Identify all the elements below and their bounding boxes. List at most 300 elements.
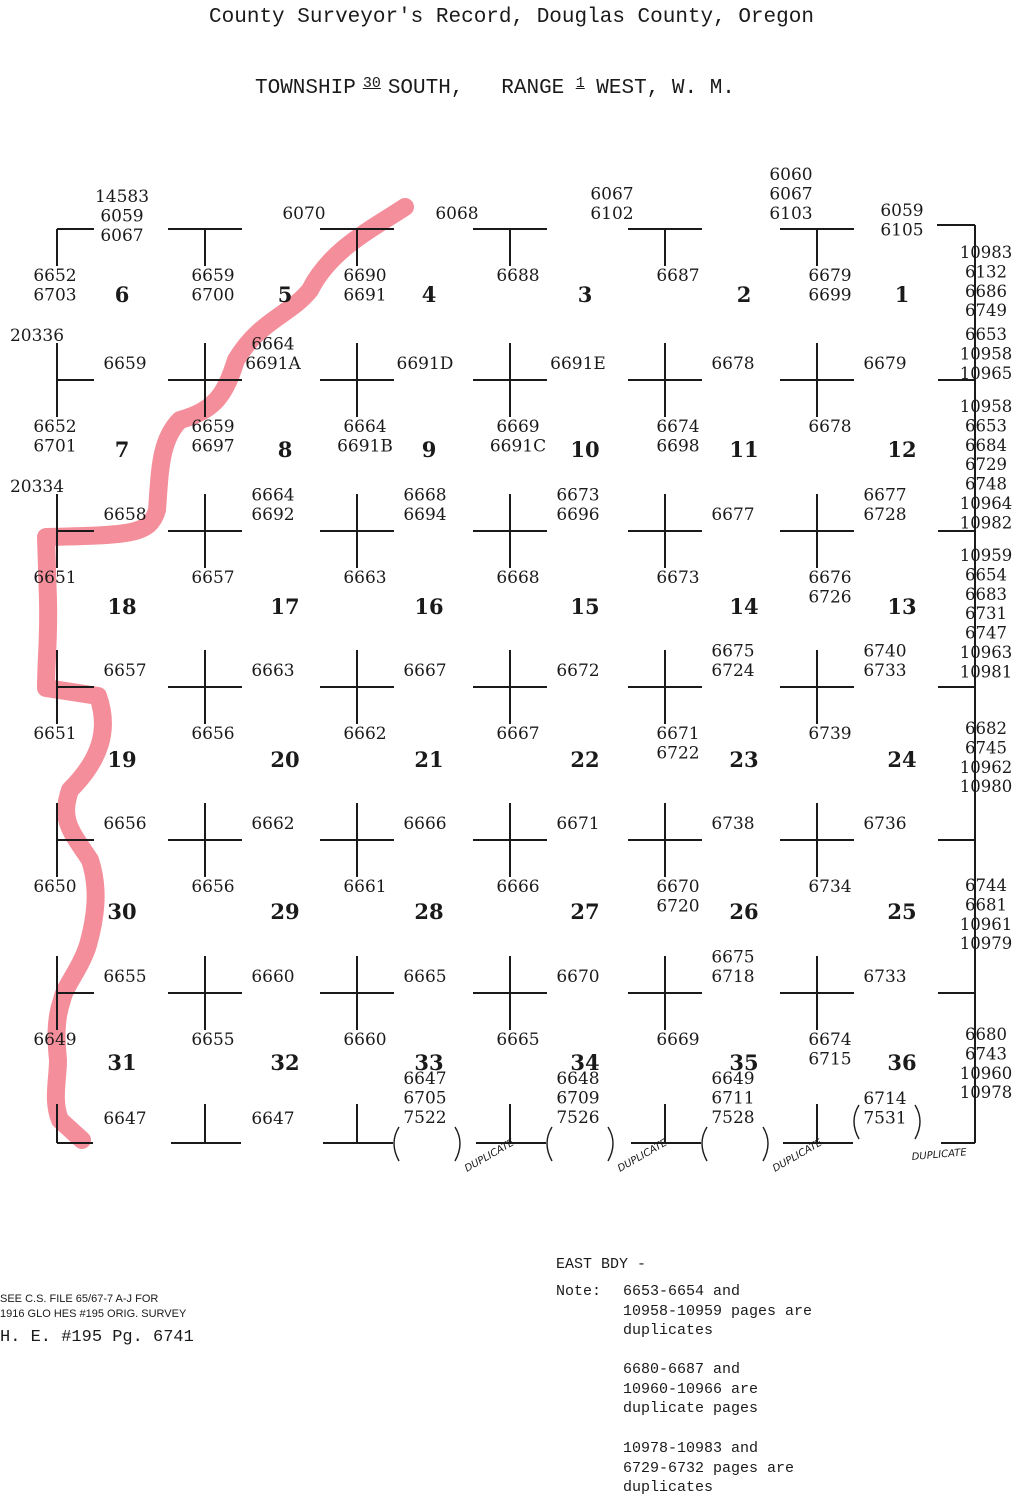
section-number-14: 14 <box>729 594 759 619</box>
label-line: 6647 <box>103 1109 147 1129</box>
corner-label <box>343 877 386 897</box>
label-line: 6675 <box>711 641 755 662</box>
see-file-line-2: 1916 GLO HES #195 ORIG. SURVEY <box>0 1308 187 1320</box>
east-label-line: 10958 <box>959 344 1013 364</box>
corner-mark <box>473 343 547 417</box>
label-line: 6669 <box>496 417 540 437</box>
section-number-4: 4 <box>421 282 437 307</box>
label-line: 6067 <box>769 184 813 205</box>
east-label-line: 6729 <box>965 455 1007 475</box>
corner-mark <box>628 650 702 724</box>
label-line: 6067 <box>590 184 634 205</box>
corner-label <box>33 266 76 306</box>
corner-label <box>496 724 539 744</box>
section-number-24: 24 <box>887 747 917 772</box>
corner-mark <box>57 229 94 266</box>
section-number-21: 21 <box>414 747 444 772</box>
label-line: 6659 <box>103 354 147 374</box>
note-paragraph-1: 6653-6654 and 10958-10959 pages are duplicates <box>623 1283 813 1340</box>
corner-label <box>711 1069 754 1128</box>
corner-label <box>251 967 294 987</box>
corner-label <box>103 967 146 987</box>
corner-label <box>556 661 599 681</box>
corner-label <box>343 266 386 306</box>
record-title: County Surveyor's Record, Douglas County, Oregon <box>209 6 814 29</box>
highlight-route-layer <box>46 207 405 1140</box>
label-line: 6659 <box>191 417 235 437</box>
corner-label <box>191 266 234 306</box>
township-direction: SOUTH, <box>387 77 464 100</box>
east-label-line: 6748 <box>965 474 1007 494</box>
label-line: 6663 <box>343 568 387 588</box>
section-number-16: 16 <box>414 594 444 619</box>
duplicate-bracket <box>394 1127 460 1161</box>
corner-label <box>656 266 699 286</box>
east-label-line: 10962 <box>959 757 1013 777</box>
corner-mark <box>323 1104 393 1143</box>
corner-label <box>435 204 478 224</box>
label-line: 6657 <box>103 661 147 681</box>
label-line: 6736 <box>863 814 907 834</box>
corner-mark <box>320 803 394 877</box>
label-line: 6674 <box>656 417 700 437</box>
label-line: 6709 <box>556 1088 600 1109</box>
corner-mark <box>941 1104 975 1143</box>
label-line: 6673 <box>556 485 600 506</box>
label-line: 6699 <box>808 285 852 306</box>
label-line: 6669 <box>656 1030 700 1050</box>
corner-label <box>103 661 146 681</box>
section-number-35: 35 <box>729 1050 759 1075</box>
label-line: 6068 <box>435 204 479 224</box>
label-line: 6652 <box>33 266 77 286</box>
corner-label <box>343 568 386 588</box>
east-label-line: 10964 <box>959 494 1013 513</box>
corner-label <box>556 967 599 987</box>
section-number-12: 12 <box>887 437 917 462</box>
label-line: 14583 <box>94 187 150 207</box>
corner-label <box>33 724 76 744</box>
corner-label <box>103 1109 146 1129</box>
section-number-31: 31 <box>107 1050 137 1075</box>
duplicate-bracket <box>702 1127 768 1161</box>
section-number-27: 27 <box>570 899 600 924</box>
section-number-11: 11 <box>729 437 759 462</box>
corner-labels-layer <box>10 165 924 1129</box>
corner-label <box>95 187 149 246</box>
section-number-13: 13 <box>887 594 917 619</box>
corner-mark <box>628 494 702 568</box>
corner-label <box>403 967 446 987</box>
corner-label <box>337 417 393 457</box>
corner-grid-layer <box>57 225 975 1143</box>
section-number-34: 34 <box>570 1050 600 1075</box>
corner-label <box>556 1069 599 1128</box>
corner-label <box>656 1030 699 1050</box>
township-label: TOWNSHIP <box>255 77 356 100</box>
label-line: 6103 <box>769 204 813 224</box>
section-number-1: 1 <box>894 282 910 307</box>
label-line: 6740 <box>863 641 907 662</box>
corner-mark <box>473 229 547 266</box>
label-line: 7522 <box>403 1108 447 1128</box>
label-line: 6738 <box>711 814 755 834</box>
corner-label <box>808 568 851 608</box>
label-line: 6665 <box>496 1030 540 1050</box>
label-line: 6070 <box>282 204 326 224</box>
label-line: 6711 <box>711 1088 755 1109</box>
corner-mark <box>476 1104 546 1143</box>
label-line: 6671 <box>656 724 700 744</box>
corner-label <box>808 877 851 897</box>
section-number-32: 32 <box>270 1050 300 1075</box>
corner-mark <box>628 229 702 266</box>
label-line: 6668 <box>496 568 540 588</box>
label-line: 6691E <box>550 354 606 374</box>
corner-label <box>880 201 923 241</box>
label-line: 6696 <box>556 505 600 525</box>
label-line: 6649 <box>33 1030 77 1050</box>
corner-mark <box>320 494 394 568</box>
label-line: 6662 <box>251 814 295 834</box>
east-label-line: 6680 <box>965 1025 1007 1044</box>
label-line: 6663 <box>251 661 295 681</box>
corner-label <box>103 354 146 374</box>
east-label-line: 10959 <box>959 546 1013 565</box>
east-label-line: 6747 <box>965 623 1007 643</box>
label-line: 6687 <box>656 266 700 286</box>
range-label: RANGE <box>501 77 565 100</box>
corner-label <box>711 948 754 988</box>
corner-mark <box>57 343 94 417</box>
label-line: 6060 <box>769 165 813 185</box>
label-line: 6649 <box>711 1069 755 1089</box>
section-number-18: 18 <box>107 594 137 619</box>
corner-mark <box>320 343 394 417</box>
label-line: 6647 <box>251 1109 295 1129</box>
east-label-line: 6653 <box>965 325 1007 344</box>
corner-label <box>808 417 851 437</box>
label-line: 6102 <box>590 204 634 224</box>
corner-label <box>656 417 699 457</box>
corner-mark <box>780 956 854 1030</box>
section-number-5: 5 <box>277 282 293 307</box>
label-line: 20334 <box>9 477 65 497</box>
label-line: 6679 <box>808 266 852 286</box>
corner-mark <box>780 229 854 266</box>
section-number-28: 28 <box>414 899 444 924</box>
label-line: 6670 <box>556 967 600 987</box>
corner-label <box>656 724 699 764</box>
corner-label <box>863 486 906 526</box>
east-label-line: 10965 <box>959 363 1013 383</box>
east-label-line: 10978 <box>959 1083 1013 1103</box>
corner-label <box>343 724 386 744</box>
label-line: 6674 <box>808 1030 852 1050</box>
label-line: 6697 <box>191 436 235 457</box>
east-3-labels <box>960 397 1013 532</box>
label-line: 6657 <box>191 568 235 588</box>
label-line: 6679 <box>863 354 907 374</box>
label-line: 6666 <box>496 877 540 897</box>
section-number-25: 25 <box>887 899 917 924</box>
corner-mark <box>473 650 547 724</box>
corner-mark <box>168 650 242 724</box>
label-line: 6673 <box>656 568 700 588</box>
label-line: 6688 <box>496 266 540 286</box>
corner-mark <box>628 803 702 877</box>
duplicate-annotation: DUPLICATE <box>616 1137 670 1175</box>
section-number-30: 30 <box>107 899 137 924</box>
label-line: 6728 <box>863 505 907 525</box>
corner-label <box>403 1069 446 1128</box>
corner-label <box>556 486 599 526</box>
corner-label <box>397 354 454 374</box>
east-1-labels <box>960 243 1013 320</box>
corner-label <box>490 417 546 457</box>
corner-label <box>808 724 851 744</box>
label-line: 6661 <box>343 877 387 897</box>
corner-label <box>403 661 446 681</box>
corner-mark <box>320 956 394 1030</box>
label-line: 6692 <box>251 505 295 525</box>
east-label-line: 6745 <box>965 738 1007 758</box>
corner-label <box>103 505 146 525</box>
corner-mark <box>780 343 854 417</box>
duplicate-bracket <box>547 1127 613 1161</box>
label-line: 6703 <box>33 285 77 306</box>
east-2-labels <box>960 325 1013 383</box>
section-number-19: 19 <box>107 747 137 772</box>
label-line: 6664 <box>251 334 295 355</box>
label-line: 6655 <box>103 967 147 987</box>
label-line: 6672 <box>556 661 600 681</box>
label-line: 6694 <box>403 505 447 525</box>
corner-label <box>251 486 294 526</box>
corner-mark <box>57 650 94 724</box>
duplicate-annotation: DUPLICATE <box>463 1137 517 1175</box>
section-number-33: 33 <box>414 1050 444 1075</box>
label-line: 6676 <box>808 568 852 588</box>
corner-label <box>550 354 606 374</box>
label-line: 6660 <box>251 967 295 987</box>
label-line: 7528 <box>711 1108 755 1128</box>
label-line: 6660 <box>343 1030 387 1050</box>
label-line: 6691D <box>396 354 454 374</box>
corner-label <box>191 417 234 457</box>
see-file-note <box>0 1292 186 1322</box>
corner-label <box>863 1089 906 1129</box>
corner-mark <box>473 956 547 1030</box>
corner-label <box>711 354 754 374</box>
east-4-labels <box>960 546 1013 681</box>
corner-label <box>496 568 539 588</box>
corner-label <box>10 326 64 346</box>
corner-mark <box>631 1104 701 1143</box>
label-line: 6714 <box>863 1089 907 1109</box>
label-line: 6655 <box>191 1030 235 1050</box>
section-number-7: 7 <box>114 437 130 462</box>
corner-label <box>769 165 812 224</box>
label-line: 6691B <box>337 436 393 457</box>
east-label-line: 10979 <box>959 934 1013 954</box>
east-5-labels <box>960 719 1013 796</box>
range-number: 1 <box>575 75 585 92</box>
corner-label <box>556 814 599 834</box>
label-line: 6656 <box>191 877 235 897</box>
label-line: 6691A <box>245 354 301 374</box>
corner-label <box>711 642 754 682</box>
corner-label <box>863 354 906 374</box>
label-line: 6671 <box>556 814 600 834</box>
label-line: 6691C <box>489 436 547 457</box>
corner-mark <box>628 343 702 417</box>
corner-mark <box>168 956 242 1030</box>
label-line: 7531 <box>863 1108 907 1129</box>
corner-mark <box>168 803 242 877</box>
corner-label <box>282 204 325 224</box>
corner-mark <box>938 803 975 877</box>
label-line: 6665 <box>403 967 447 987</box>
label-line: 6690 <box>343 266 387 286</box>
note-label: Note: <box>556 1283 602 1300</box>
section-number-8: 8 <box>277 437 293 462</box>
east-label-line: 6654 <box>965 565 1007 585</box>
section-number-20: 20 <box>270 747 300 772</box>
corner-label <box>191 724 234 744</box>
east-label-line: 6686 <box>965 281 1007 301</box>
label-line: 7526 <box>556 1108 600 1128</box>
label-line: 6700 <box>191 285 235 306</box>
label-line: 6715 <box>808 1049 852 1070</box>
duplicate-annotation: DUPLICATE <box>911 1147 968 1163</box>
label-line: 6734 <box>808 877 852 897</box>
section-number-29: 29 <box>270 899 300 924</box>
east-label-line: 6731 <box>965 604 1007 624</box>
label-line: 6698 <box>656 436 700 457</box>
corner-label <box>10 477 64 497</box>
east-label-line: 10982 <box>959 513 1013 533</box>
label-line: 6677 <box>863 485 907 506</box>
east-label-line: 10960 <box>959 1063 1013 1083</box>
label-line: 6667 <box>496 724 540 744</box>
label-line: 6678 <box>808 417 852 437</box>
label-line: 6651 <box>33 724 77 744</box>
east-label-line: 10980 <box>959 777 1013 797</box>
corner-mark <box>780 650 854 724</box>
corner-mark <box>57 494 94 568</box>
section-number-2: 2 <box>736 282 752 307</box>
label-line: 6664 <box>251 485 295 506</box>
east-label-line: 6684 <box>965 435 1007 455</box>
east-label-line: 10961 <box>959 914 1013 934</box>
label-line: 6722 <box>656 743 700 764</box>
section-number-36: 36 <box>887 1050 917 1075</box>
label-line: 6739 <box>808 724 852 744</box>
corner-label <box>251 1109 294 1129</box>
corner-label <box>656 568 699 588</box>
label-line: 6691 <box>343 285 387 306</box>
label-line: 6659 <box>191 266 235 286</box>
label-line: 6677 <box>711 505 755 525</box>
label-line: 6670 <box>656 877 700 897</box>
east-label-line: 6132 <box>965 262 1007 282</box>
east-label-line: 10963 <box>959 643 1013 662</box>
label-line: 6718 <box>711 967 755 987</box>
corner-mark <box>473 803 547 877</box>
label-line: 6656 <box>191 724 235 744</box>
corner-label <box>191 1030 234 1050</box>
corner-label <box>863 642 906 682</box>
section-number-3: 3 <box>577 282 593 307</box>
section-number-10: 10 <box>570 437 600 462</box>
east-label-line: 10983 <box>959 243 1013 262</box>
section-number-15: 15 <box>570 594 600 619</box>
note-paragraph-3: 10978-10983 and 6729-6732 pages are duplicates <box>623 1440 795 1497</box>
corner-mark <box>473 494 547 568</box>
section-number-6: 6 <box>114 282 130 307</box>
corner-label <box>245 335 301 375</box>
east-label-line: 6682 <box>965 719 1007 738</box>
label-line: 6656 <box>103 814 147 834</box>
east-label-line: 6653 <box>965 416 1007 436</box>
corner-label <box>808 1030 851 1070</box>
label-line: 6647 <box>403 1069 447 1089</box>
label-line: 6664 <box>343 417 387 437</box>
he-reference: H. E. #195 Pg. 6741 <box>0 1328 194 1347</box>
label-line: 6726 <box>808 587 852 608</box>
corner-label <box>251 814 294 834</box>
east-label-line: 6743 <box>965 1044 1007 1064</box>
label-line: 6705 <box>403 1088 447 1109</box>
section-number-17: 17 <box>270 594 300 619</box>
corner-mark <box>628 956 702 1030</box>
label-line: 6651 <box>33 568 77 588</box>
label-line: 6648 <box>556 1069 600 1089</box>
corner-label <box>33 568 76 588</box>
east-label-line: 10981 <box>959 662 1013 682</box>
section-number-9: 9 <box>421 437 437 462</box>
corner-label <box>863 814 906 834</box>
corner-label <box>33 1030 76 1050</box>
east-boundary-layer <box>960 243 1013 1102</box>
corner-label <box>863 967 906 987</box>
label-line: 6666 <box>403 814 447 834</box>
corner-mark <box>168 229 242 266</box>
label-line: 6675 <box>711 947 755 968</box>
corner-label <box>711 505 754 525</box>
note-paragraph-2: 6680-6687 and 10960-10966 are duplicate pages <box>623 1361 759 1418</box>
see-file-line-1: SEE C.S. FILE 65/67-7 A-J FOR <box>0 1293 159 1305</box>
corner-label <box>590 185 633 225</box>
corner-label <box>103 814 146 834</box>
corner-label <box>251 661 294 681</box>
label-line: 6652 <box>33 417 77 437</box>
label-line: 6668 <box>403 485 447 506</box>
corner-mark <box>780 494 854 568</box>
east-7-labels <box>960 1025 1013 1102</box>
corner-mark <box>938 956 975 1030</box>
label-line: 6059 <box>100 206 144 227</box>
corner-label <box>191 877 234 897</box>
corner-label <box>496 877 539 897</box>
label-line: 6658 <box>103 505 147 525</box>
corner-label <box>33 417 76 457</box>
range-direction: WEST, W. M. <box>596 77 735 100</box>
corner-mark <box>168 494 242 568</box>
highlighted-boundary-route <box>46 207 405 1140</box>
label-line: 20336 <box>9 326 65 346</box>
